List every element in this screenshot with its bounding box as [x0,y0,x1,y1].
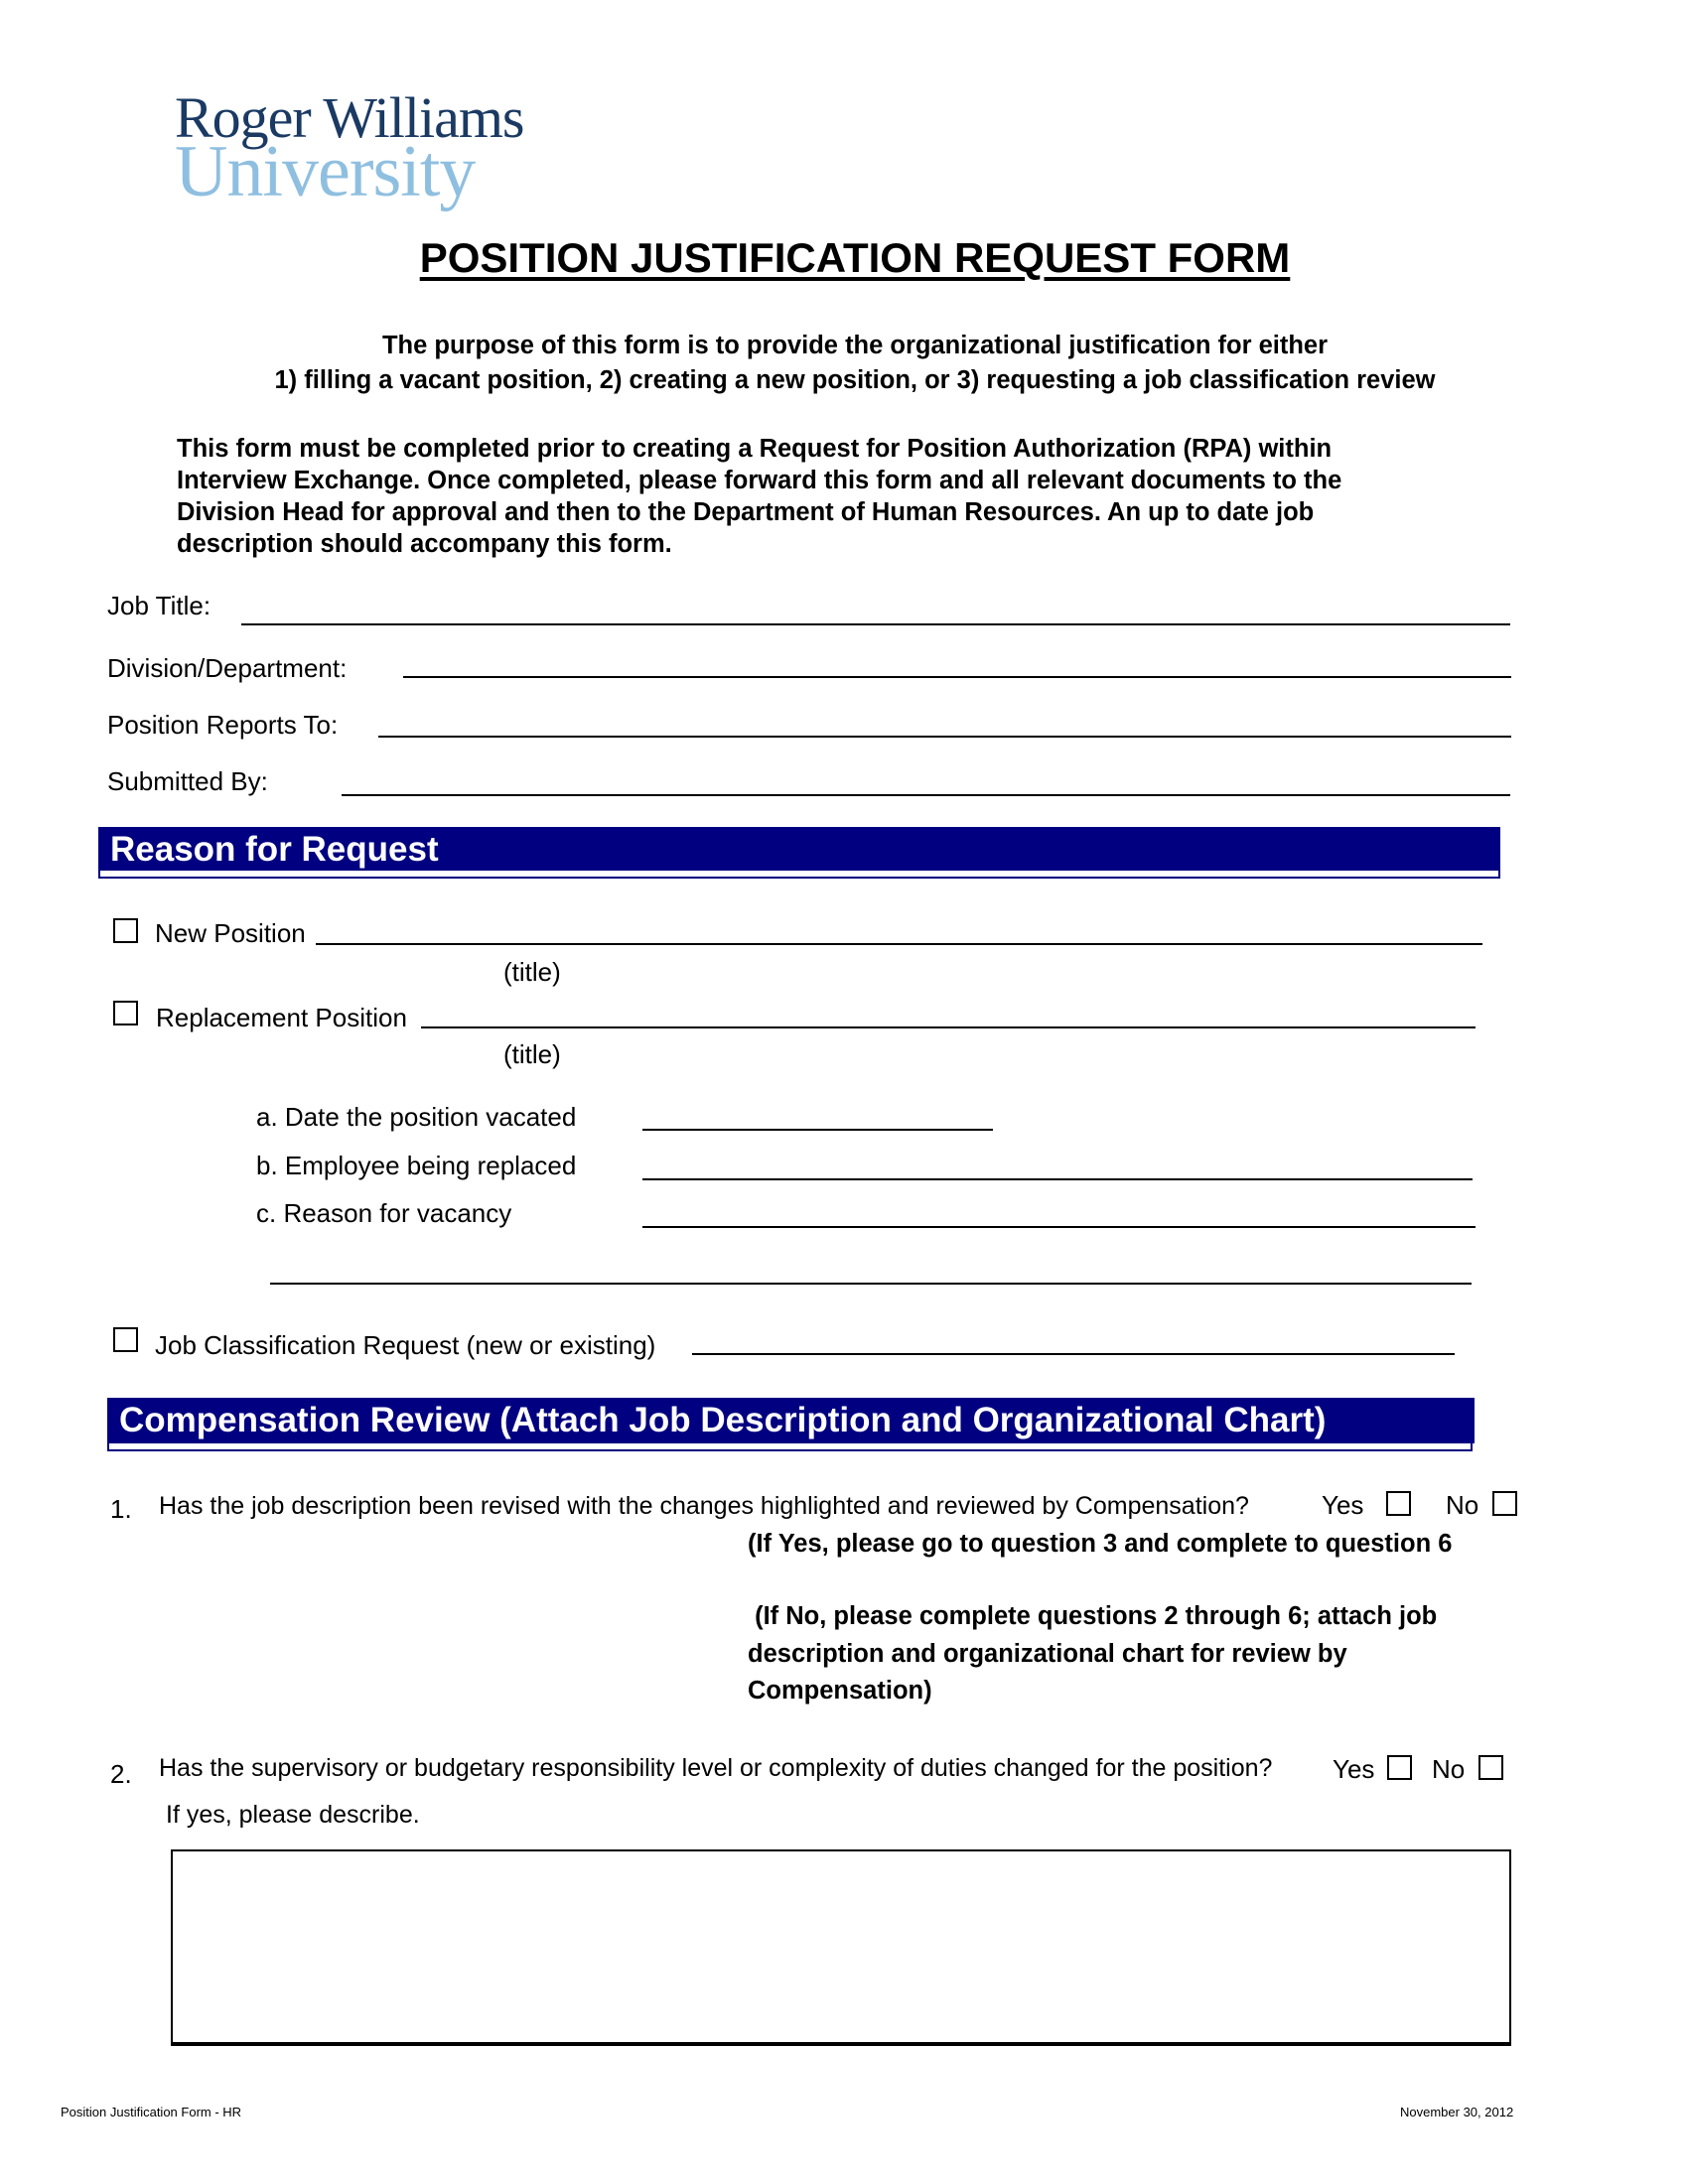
footer-form-name: Position Justification Form - HR [61,2105,242,2119]
q1-yes-label: Yes [1322,1490,1364,1520]
logo-university: University [175,131,476,212]
job-title-field[interactable] [241,623,1510,625]
logo-roger-williams: Roger Williams [175,85,524,150]
reason-vacancy-field-continued[interactable] [270,1283,1472,1285]
reports-to-field[interactable] [378,736,1511,738]
employee-replaced-field[interactable] [642,1178,1473,1180]
division-label: Division/Department: [107,653,348,683]
q2-no-checkbox[interactable] [1478,1755,1503,1780]
q1-note-no-line-3: Compensation) [748,1677,932,1705]
replacement-position-label: Replacement Position [156,1003,407,1032]
q1-note-yes: (If Yes, please go to question 3 and complete to question 6 [748,1530,1453,1558]
new-position-label: New Position [155,918,306,948]
q1-note-no-line-1: (If No, please complete questions 2 through 6; attach job [748,1602,1438,1630]
page-title [0,234,1688,282]
footer-date: November 30, 2012 [1400,2105,1514,2119]
page-title-text: POSITION JUSTIFICATION REQUEST FORM [419,234,1291,281]
new-position-title-hint: (title) [503,957,561,987]
purpose-line-2: 1) filling a vacant position, 2) creating a new position, or 3) requesting a job classification review [274,366,1436,394]
job-classification-field[interactable] [692,1353,1455,1355]
reason-vacancy-label: c. Reason for vacancy [256,1198,512,1228]
replacement-position-title-field[interactable] [421,1026,1476,1028]
compensation-section-header: Compensation Review (Attach Job Description and Organizational Chart) [107,1398,1475,1443]
instructions-line-1: This form must be completed prior to creating a Request for Position Authorization (RPA) within [177,435,1333,463]
reports-to-label: Position Reports To: [107,710,339,740]
q2-description-textarea[interactable] [171,1849,1511,2046]
job-classification-checkbox[interactable] [113,1327,138,1352]
reason-section-header: Reason for Request [98,827,1500,871]
q2-describe-label: If yes, please describe. [166,1801,420,1829]
reason-vacancy-field[interactable] [642,1226,1476,1228]
q1-yes-checkbox[interactable] [1386,1491,1411,1516]
job-title-label: Job Title: [107,591,211,620]
new-position-title-field[interactable] [316,943,1482,945]
job-classification-label: Job Classification Request (new or existing) [155,1330,656,1360]
instructions-line-2: Interview Exchange. Once completed, please forward this form and all relevant documents to the [177,467,1342,494]
submitted-by-label: Submitted By: [107,766,268,796]
q1-text: Has the job description been revised with the changes highlighted and reviewed by Compensation? [159,1492,1249,1520]
date-vacated-label: a. Date the position vacated [256,1102,577,1132]
q1-no-label: No [1446,1490,1479,1520]
submitted-by-field[interactable] [342,794,1510,796]
q2-yes-label: Yes [1333,1754,1375,1784]
q2-number: 2. [110,1759,132,1789]
q1-note-no-line-2: description and organizational chart for review by [748,1640,1347,1668]
q1-number: 1. [110,1494,132,1524]
division-field[interactable] [403,676,1511,678]
q2-yes-checkbox[interactable] [1387,1755,1412,1780]
employee-replaced-label: b. Employee being replaced [256,1151,577,1180]
q2-text: Has the supervisory or budgetary responsibility level or complexity of duties changed for the position? [159,1754,1273,1782]
instructions-line-4: description should accompany this form. [177,530,672,558]
date-vacated-field[interactable] [642,1129,993,1131]
replacement-position-checkbox[interactable] [113,1001,138,1025]
q2-no-label: No [1432,1754,1466,1784]
new-position-checkbox[interactable] [113,918,138,943]
q1-no-checkbox[interactable] [1492,1491,1517,1516]
instructions-line-3: Division Head for approval and then to the Department of Human Resources. An up to date job [177,498,1315,526]
reason-header-underline [98,871,1500,879]
compensation-header-underline [107,1443,1473,1451]
purpose-line-1: The purpose of this form is to provide the organizational justification for either [381,332,1329,359]
replacement-position-title-hint: (title) [503,1039,561,1069]
